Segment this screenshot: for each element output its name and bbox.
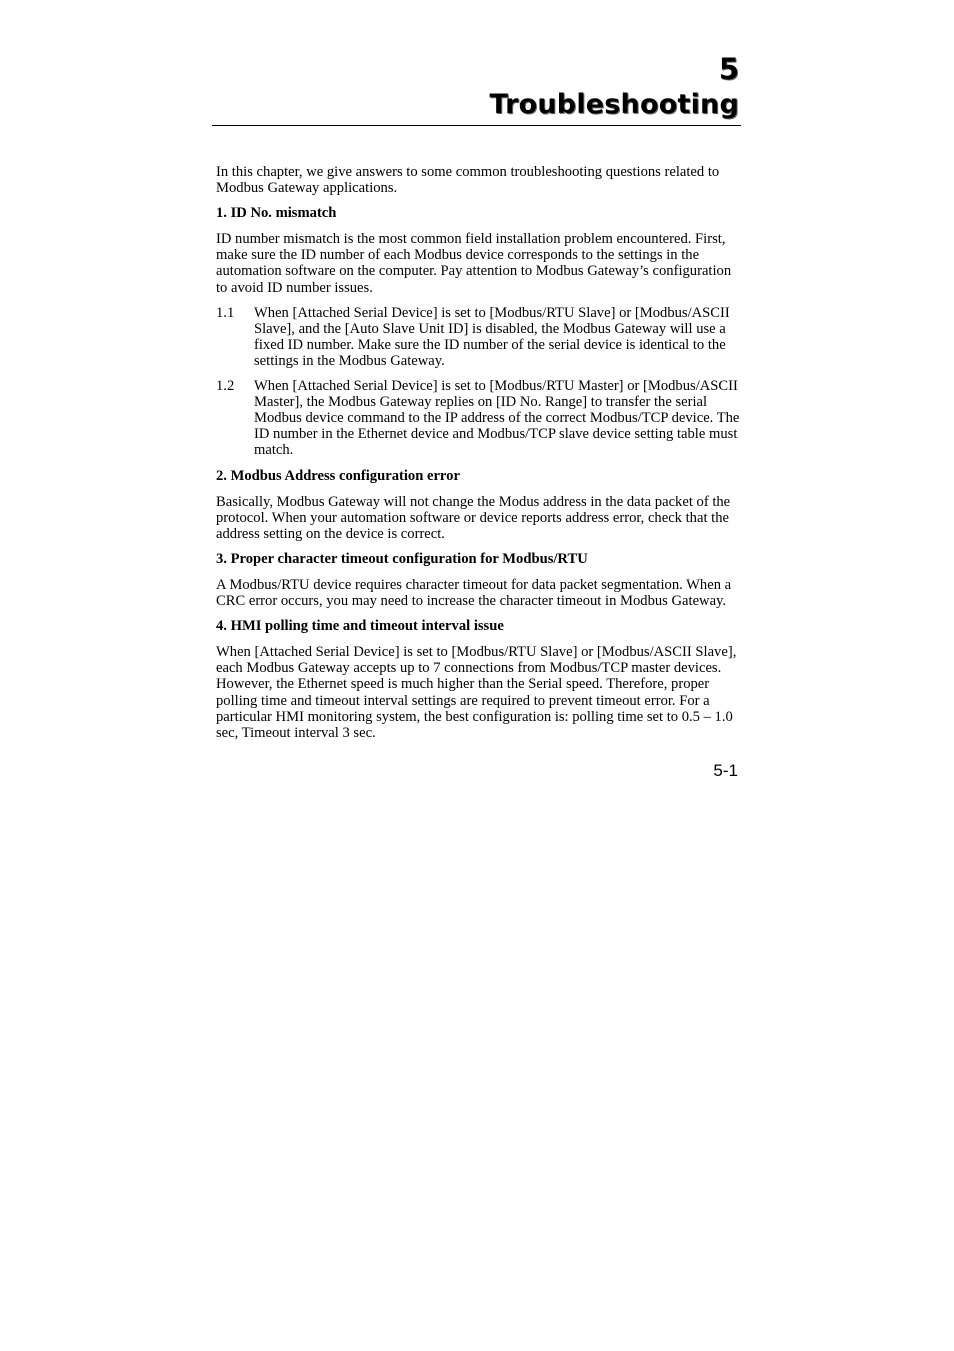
page-number: 5-1: [713, 761, 738, 780]
section-paragraph-character-timeout: A Modbus/RTU device requires character timeout for data packet segmentation. When a CRC error occurs, you may need to increase the character timeout in Modbus Gateway.: [216, 576, 732, 610]
section-paragraph-hmi-polling: When [Attached Serial Device] is set to [Modbus/RTU Slave] or [Modbus/ASCII Slave], each Modbus Gateway accepts up to 7 connections from Modbus/TCP master devices. However, the Ethernet speed is much higher than the Serial speed. Therefore, proper polling time and timeout interval settings are required to prevent timeout error. For a particular HMI monitoring system, the best configuration is: polling time set to 0.5 – 1.0 sec, Timeout interval 3 sec.: [216, 644, 737, 741]
chapter-title: Troubleshooting: [489, 89, 739, 120]
section-paragraph-id-mismatch: ID number mismatch is the most common field installation problem encountered. First, make sure the ID number of each Modbus device corresponds to the settings in the automation software on the computer. Pay attention to Modbus Gateway’s configuration to avoid ID number issues.: [216, 231, 732, 296]
chapter-header: [212, 52, 741, 126]
subitem-1-2: [216, 378, 740, 458]
intro-paragraph: In this chapter, we give answers to some common troubleshooting questions related to Modbus Gateway applications.: [216, 164, 720, 197]
subitem-1-1: [216, 305, 740, 369]
section-heading-hmi-polling: 4. HMI polling time and timeout interval issue: [216, 618, 504, 635]
subitem-number: 1.1: [216, 304, 235, 321]
subitem-number: 1.2: [216, 378, 235, 395]
section-heading-address-error: 2. Modbus Address configuration error: [216, 467, 460, 484]
section-heading-character-timeout: 3. Proper character timeout configuration for Modbus/RTU: [216, 550, 588, 567]
chapter-body: [216, 164, 740, 750]
section-paragraph-address-error: Basically, Modbus Gateway will not change the Modus address in the data packet of the protocol. When your automation software or device reports address error, check that the address setting on the device is correct.: [216, 493, 731, 542]
section-heading-id-mismatch: 1. ID No. mismatch: [216, 205, 337, 222]
chapter-number: 5: [718, 52, 739, 86]
subitem-text: When [Attached Serial Device] is set to [Modbus/RTU Master] or [Modbus/ASCII Master], the Modbus Gateway replies on [ID No. Range] to transfer the serial Modbus device command to the IP address of the correct Modbus/TCP device. The ID number in the Ethernet device and Modbus/TCP slave device setting table must match.: [254, 378, 740, 459]
subitem-text: When [Attached Serial Device] is set to [Modbus/RTU Slave] or [Modbus/ASCII Slave], and the [Auto Slave Unit ID] is disabled, the Modbus Gateway will use a fixed ID number. Make sure the ID number of the serial device is identical to the settings in the Modbus Gateway.: [254, 304, 730, 369]
